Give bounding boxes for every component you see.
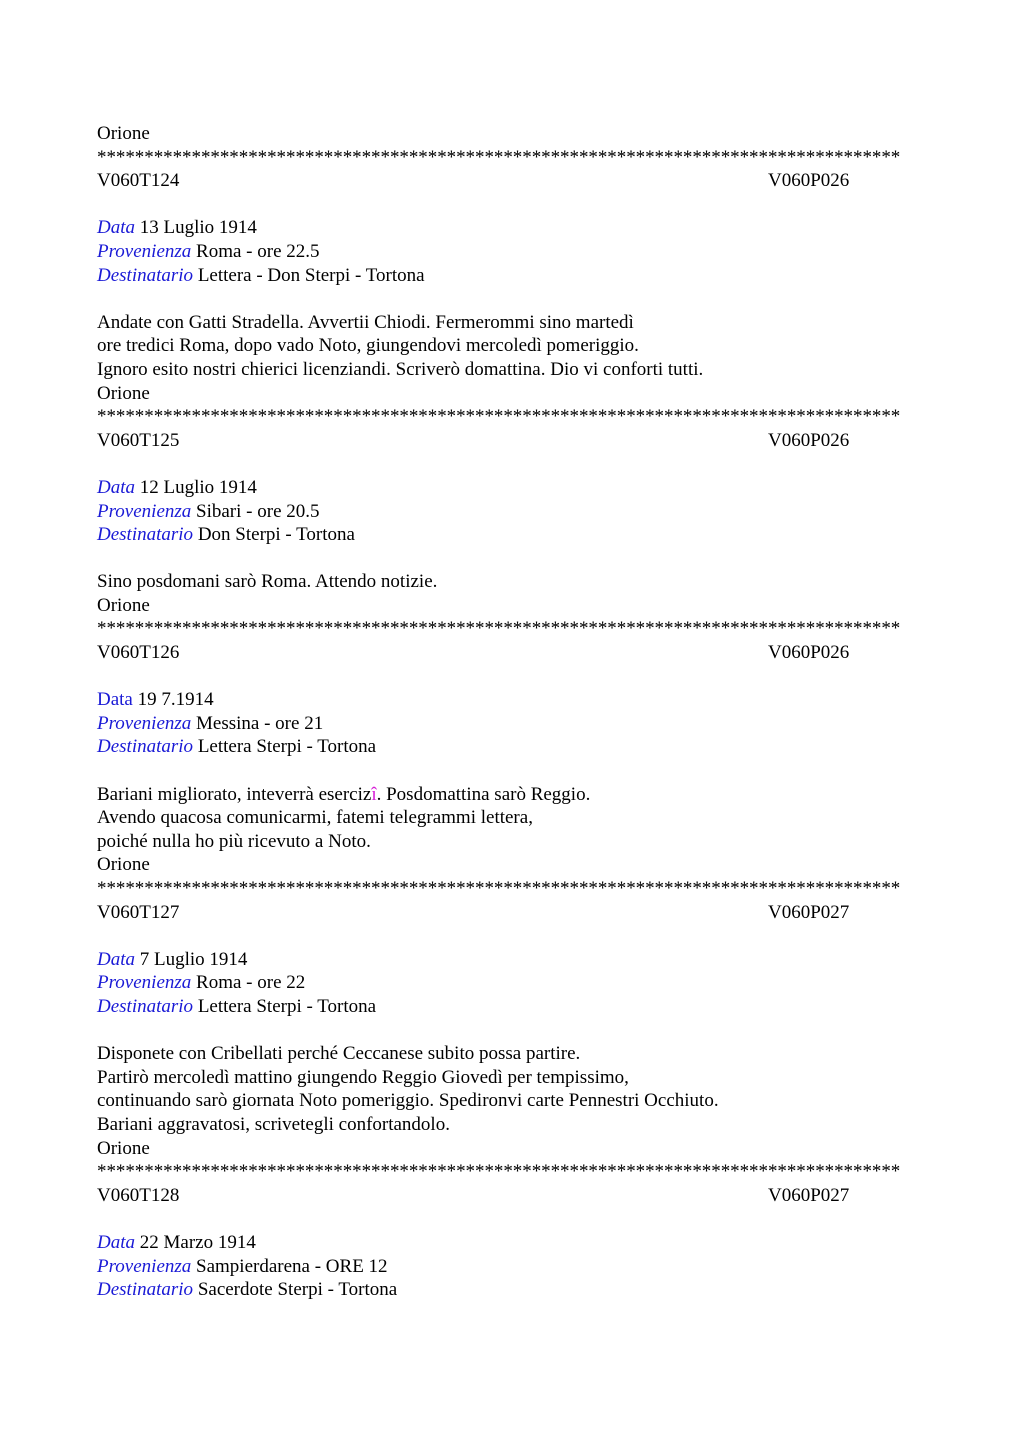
body-text: Bariani migliorato, inteverrà eserciz (97, 783, 372, 805)
body-line: Sino posdomani sarò Roma. Attendo notizie. (97, 571, 438, 593)
field-destinatario (97, 995, 927, 1019)
field-provenienza (97, 240, 927, 264)
body-line: continuando sarò giornata Noto pomeriggio. Spedironvi carte Pennestri Occhiuto. (97, 1090, 719, 1112)
record-header (97, 169, 927, 193)
data-value: 12 Luglio 1914 (139, 476, 257, 498)
body-line: Partirò mercoledì mattino giungendo Reggio Giovedì per tempissimo, (97, 1066, 629, 1088)
separator: ************************************************************************************* (97, 146, 901, 168)
record-id: V060T128 (97, 1184, 180, 1206)
field-destinatario (97, 523, 927, 547)
field-data (97, 688, 927, 712)
destinatario-label: Destinatario (97, 264, 194, 286)
data-label: Data (97, 217, 135, 239)
provenienza-label: Provenienza (97, 240, 192, 262)
destinatario-value: Lettera Sterpi - Tortona (197, 736, 377, 758)
field-destinatario (97, 1278, 927, 1302)
provenienza-label: Provenienza (97, 1255, 192, 1277)
spacer (97, 1019, 927, 1043)
data-label: Data (97, 476, 135, 498)
field-provenienza (97, 1255, 927, 1279)
separator: ************************************************************************************* (97, 406, 901, 428)
spacer (97, 759, 927, 783)
data-label: Data (97, 1231, 135, 1253)
field-data (97, 476, 927, 500)
field-destinatario (97, 264, 927, 288)
provenienza-label: Provenienza (97, 500, 192, 522)
signature: Orione (97, 382, 150, 404)
data-label: Data (97, 948, 135, 970)
signature: Orione (97, 854, 150, 876)
data-value: 13 Luglio 1914 (139, 217, 257, 239)
spacer (97, 193, 927, 217)
provenienza-label: Provenienza (97, 712, 192, 734)
field-provenienza (97, 500, 927, 524)
separator: ************************************************************************************* (97, 878, 901, 899)
record-header (97, 1184, 927, 1208)
field-data (97, 1231, 927, 1255)
provenienza-value: Roma - ore 22.5 (196, 240, 320, 262)
destinatario-value: Lettera - Don Sterpi - Tortona (197, 264, 425, 286)
record-header (97, 641, 927, 665)
record-page: V060P027 (768, 1184, 850, 1206)
field-destinatario (97, 735, 927, 759)
spacer (97, 452, 927, 476)
field-provenienza (97, 971, 927, 995)
field-data (97, 216, 927, 240)
body-line (97, 783, 927, 807)
record-id: V060T125 (97, 429, 180, 451)
spacer (97, 287, 927, 311)
data-label: Data (97, 689, 133, 711)
body-line: Andate con Gatti Stradella. Avvertii Chiodi. Fermerommi sino martedì (97, 311, 634, 333)
destinatario-value: Sacerdote Sterpi - Tortona (197, 1279, 398, 1301)
document-page (97, 122, 927, 1302)
record-page: V060P026 (768, 642, 850, 664)
spacer (97, 665, 927, 689)
record-header (97, 901, 927, 925)
signature: Orione (97, 123, 150, 144)
spacer (97, 924, 927, 948)
signature: Orione (97, 1137, 150, 1159)
destinatario-value: Lettera Sterpi - Tortona (197, 995, 377, 1017)
provenienza-label: Provenienza (97, 972, 192, 994)
body-line: Bariani aggravatosi, scrivetegli confortandolo. (97, 1113, 450, 1135)
destinatario-label: Destinatario (97, 524, 194, 546)
provenienza-value: Sibari - ore 20.5 (196, 500, 320, 522)
marked-character: î (371, 783, 377, 805)
separator: ************************************************************************************* (97, 1161, 901, 1183)
destinatario-label: Destinatario (97, 995, 194, 1017)
body-line: Ignoro esito nostri chierici licenziandi. Scriverò domattina. Dio vi conforti tutti. (97, 358, 704, 380)
record-page: V060P027 (768, 901, 850, 923)
record-page: V060P026 (768, 429, 850, 451)
data-value: 22 Marzo 1914 (139, 1231, 256, 1253)
destinatario-label: Destinatario (97, 1279, 194, 1301)
spacer (97, 1207, 927, 1231)
destinatario-label: Destinatario (97, 736, 194, 758)
destinatario-value: Don Sterpi - Tortona (197, 524, 355, 546)
record-id: V060T124 (97, 170, 180, 192)
provenienza-value: Roma - ore 22 (196, 972, 306, 994)
data-value: 19 7.1914 (137, 689, 214, 711)
signature: Orione (97, 594, 150, 616)
body-text: . Posdomattina sarò Reggio. (376, 783, 591, 805)
provenienza-value: Messina - ore 21 (196, 712, 324, 734)
separator: ************************************************************************************* (97, 618, 901, 640)
field-data (97, 948, 927, 972)
body-line: Avendo quacosa comunicarmi, fatemi telegrammi lettera, (97, 807, 533, 829)
body-line: poiché nulla ho più ricevuto a Noto. (97, 830, 371, 852)
body-line: Disponete con Cribellati perché Ceccanese subito possa partire. (97, 1043, 581, 1065)
provenienza-value: Sampierdarena - ORE 12 (196, 1255, 388, 1277)
data-value: 7 Luglio 1914 (139, 948, 248, 970)
record-id: V060T127 (97, 901, 180, 923)
field-provenienza (97, 712, 927, 736)
spacer (97, 547, 927, 571)
body-line: ore tredici Roma, dopo vado Noto, giungendovi mercoledì pomeriggio. (97, 335, 639, 357)
record-id: V060T126 (97, 642, 180, 664)
record-header (97, 429, 927, 453)
record-page: V060P026 (768, 170, 850, 192)
